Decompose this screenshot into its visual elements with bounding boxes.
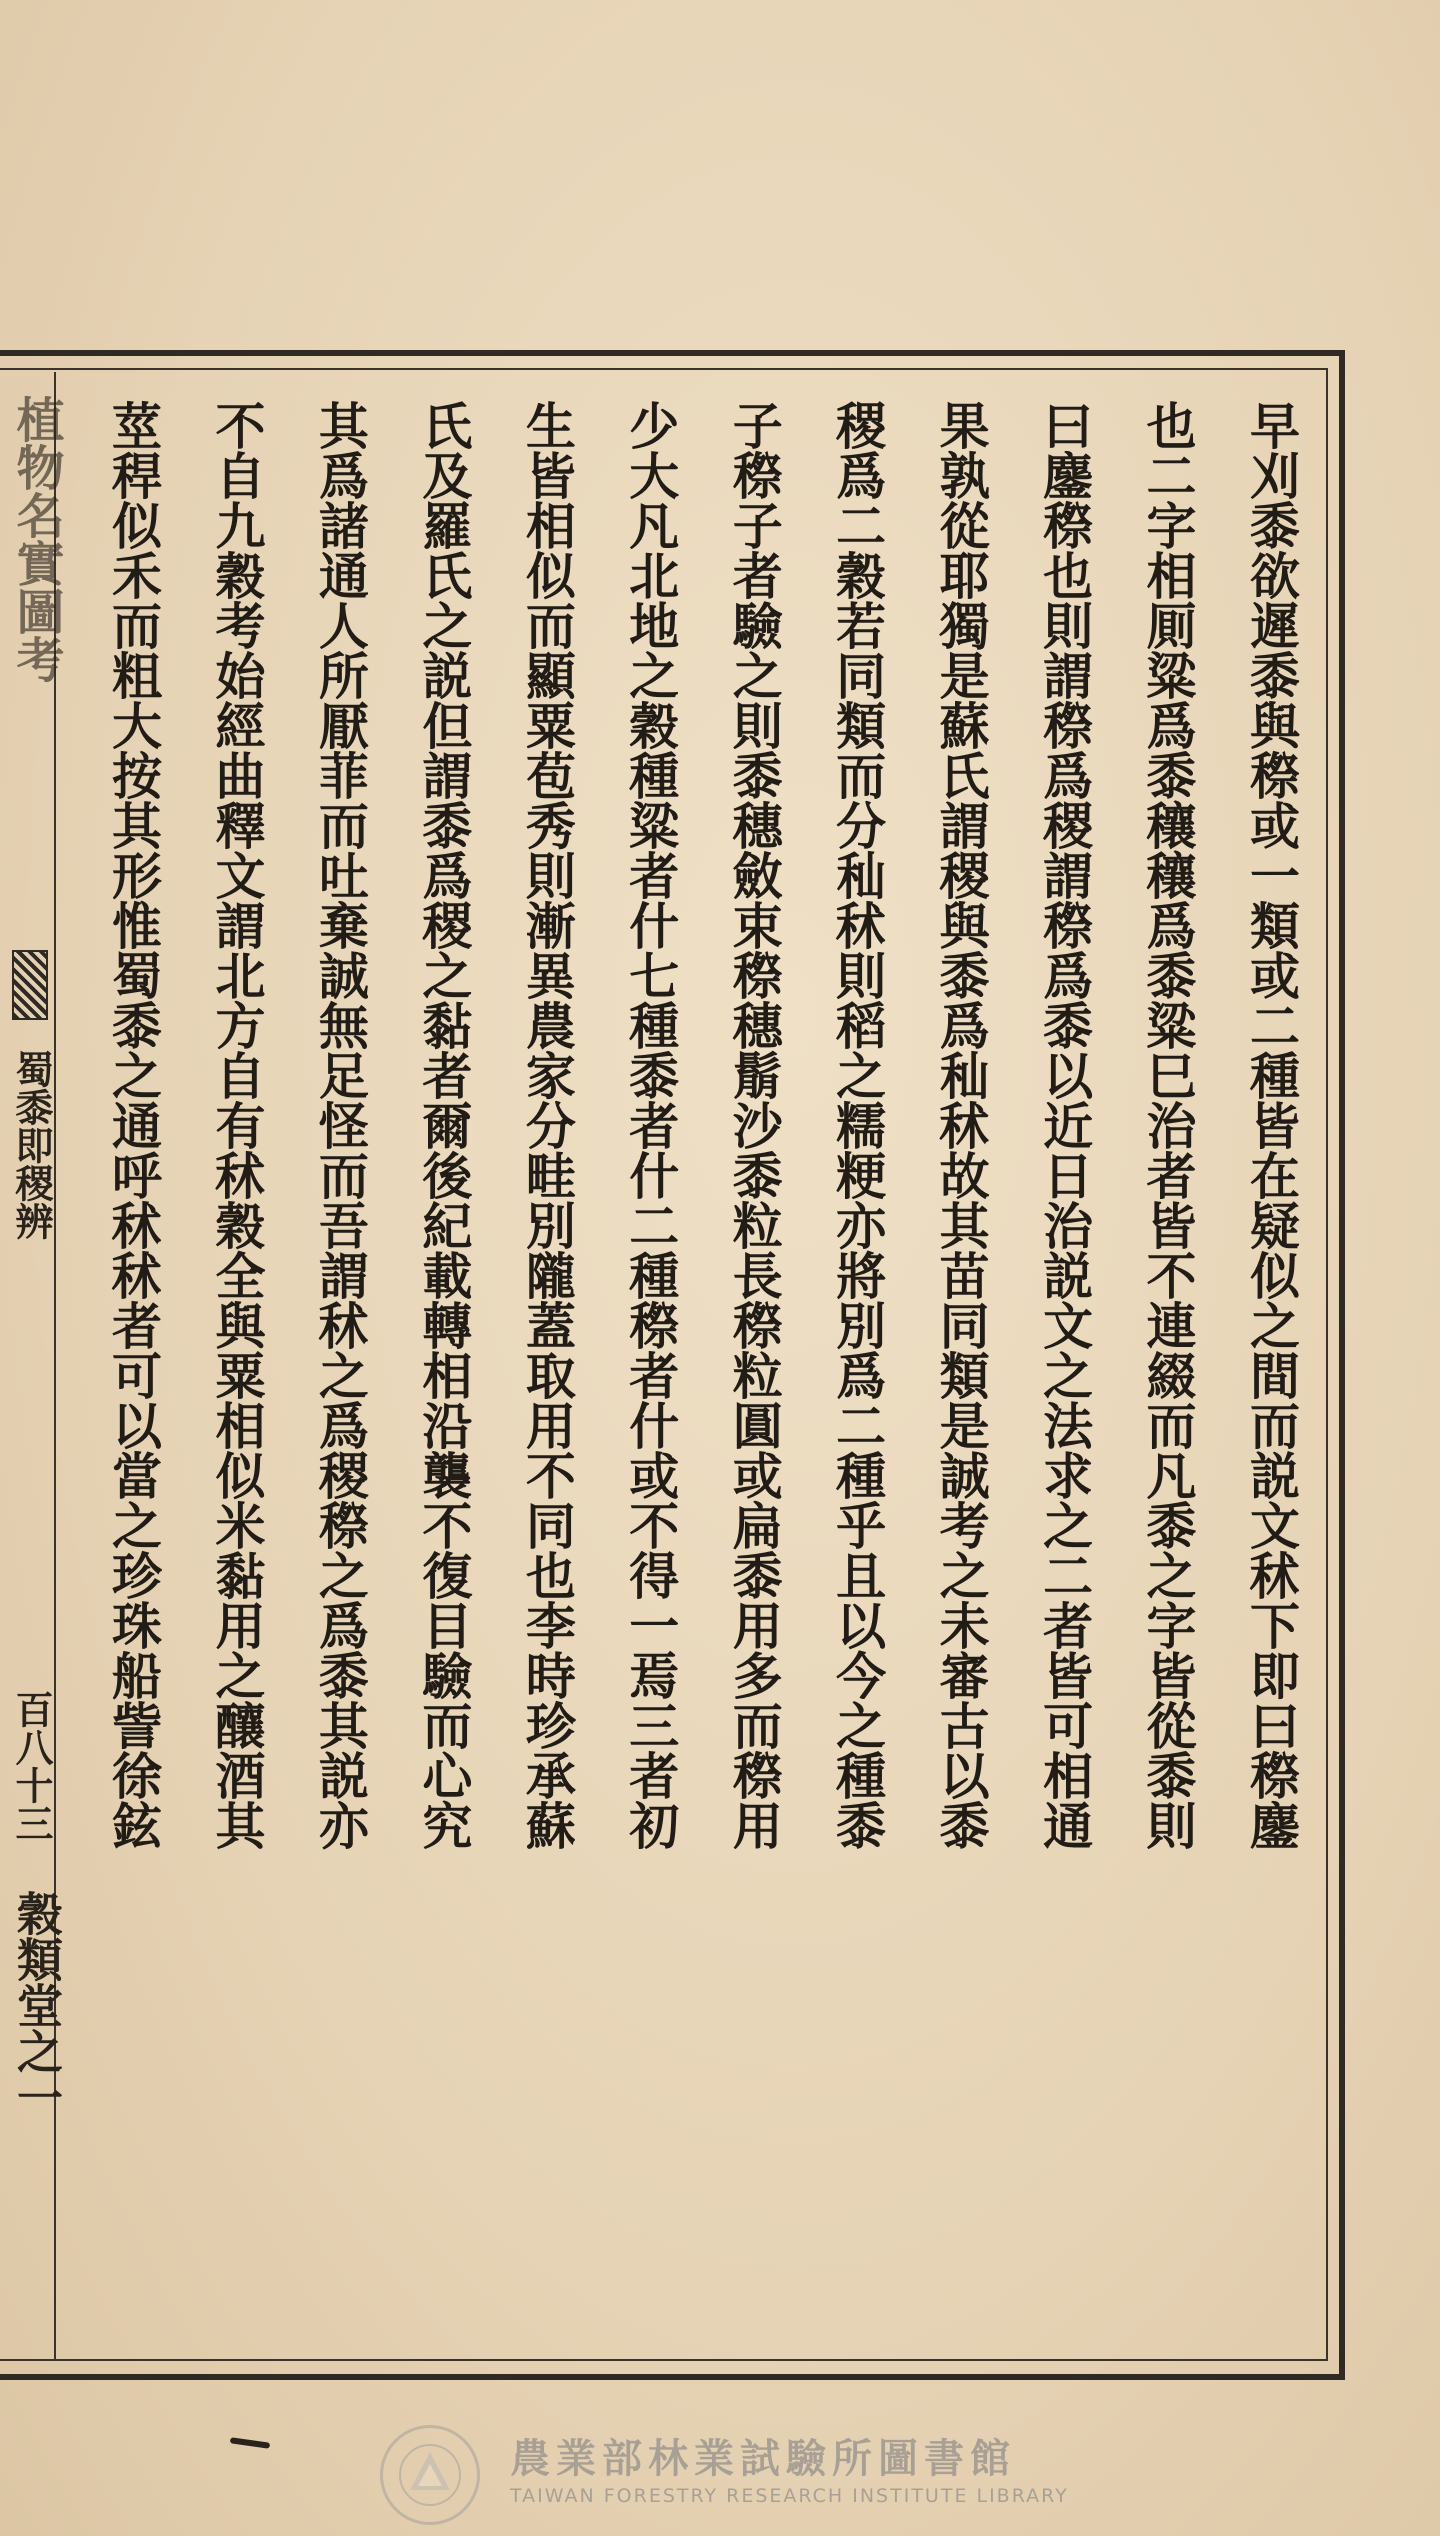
text-column: 不自九穀考始經曲釋文謂北方自有秫穀全與粟相似米黏用之釀酒其 — [207, 400, 267, 1850]
text-column: 早刈黍欲遲黍與穄或一類或二種皆在疑似之間而説文秫下即曰穄鏖 — [1241, 400, 1301, 1850]
text-column: 生皆相似而顯粟苞秀則漸異農家分畦別隴蓋取用不同也李時珍承蘇 — [517, 400, 577, 1850]
text-column: 稷爲二穀若同類而分秈秫則稻之糯粳亦將別爲二種乎且以今之種黍 — [828, 400, 888, 1850]
text-column: 氏及羅氏之説但謂黍爲稷之黏者爾後紀載轉相沿襲不復目驗而心究 — [414, 400, 474, 1850]
body-text — [92, 400, 1312, 2340]
library-name-en: TAIWAN FORESTRY RESEARCH INSTITUTE LIBRARY — [510, 2485, 1069, 2507]
category-label: 穀類堂之一 — [10, 1890, 64, 2120]
text-column: 少大凡北地之穀種粱者什七種黍者什二種穄者什或不得一焉三者初 — [621, 400, 681, 1850]
library-name-cn: 農業部林業試驗所圖書館 — [510, 2436, 1016, 2482]
text-column: 莖稈似禾而粗大按其形惟蜀黍之通呼秫秫者可以當之珍珠船訾徐鉉 — [104, 400, 163, 1850]
library-stamp — [380, 2425, 1100, 2525]
section-title: 蜀黍即稷辨 — [9, 1050, 54, 1240]
text-column: 也二字相厠粱爲黍穰穰爲黍粱巳治者皆不連綴而凡黍之字皆從黍則 — [1138, 400, 1198, 1850]
page-number: 百八十三 — [9, 1690, 54, 1842]
text-column: 曰鏖穄也則謂穄爲稷謂穄爲黍以近日治説文之法求之二者皆可相通 — [1035, 400, 1095, 1850]
library-seal-icon — [380, 2425, 480, 2525]
text-column: 子穄子者驗之則黍穗斂束穄穗鬅沙黍粒長穄粒圓或扁黍用多而穄用 — [724, 400, 784, 1850]
text-column: 果孰從耶獨是蘇氏謂稷與黍爲秈秫故其苗同類是誠考之未審古以黍 — [931, 400, 991, 1850]
book-title: 植物名實圖考 — [8, 395, 64, 683]
fishtail-mark-icon — [12, 950, 48, 1020]
text-column: 其爲諸通人所厭菲而吐棄誠無足怪而吾謂秫之爲稷穄之爲黍其説亦 — [310, 400, 370, 1850]
